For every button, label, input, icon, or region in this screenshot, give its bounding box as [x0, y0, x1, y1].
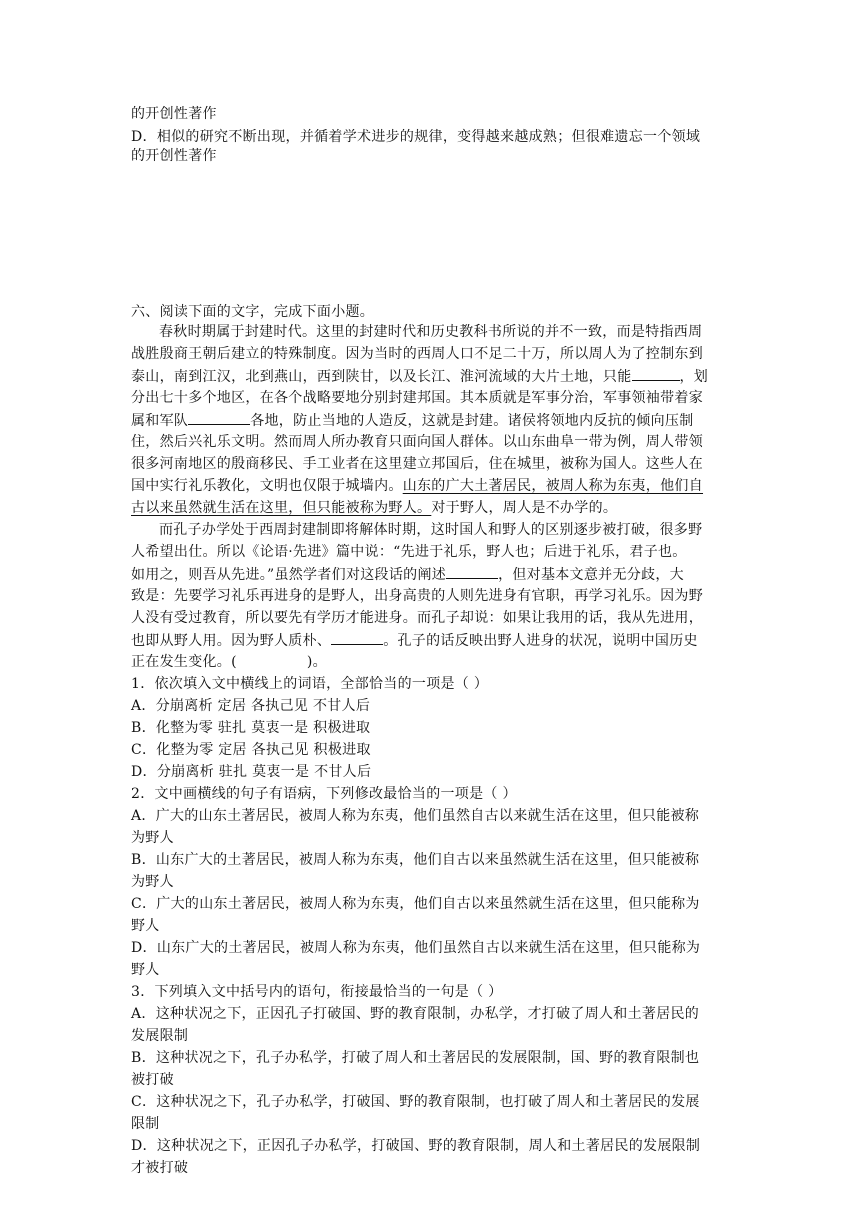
question-2-option-a-line1: A．广大的山东土著居民，被周人称为东夷，他们虽然自古以来就生活在这里，但只能被称	[131, 808, 700, 824]
question-3-option-a-line1: A．这种状况之下，正因孔子打破国、野的教育限制，办私学，才打破了周人和土著居民的	[131, 1006, 700, 1022]
passage-p1-line5	[131, 410, 694, 431]
passage-text: 。孔子的话反映出野人进身的状况，说明中国历史	[383, 633, 698, 649]
question-1-option-d: D．分崩离析 驻扎 莫衷一是 不甘人后	[131, 764, 372, 780]
question-2-option-a-line2: 为野人	[131, 830, 174, 846]
passage-text: 各地，防止当地的人造反，这就是封建。诸侯将领地内反抗的倾向压制	[250, 413, 694, 429]
question-1-option-a: A．分崩离析 定居 各执己见 不甘人后	[131, 698, 371, 714]
passage-text: 属和军队	[131, 413, 189, 429]
question-2-option-c-line2: 野人	[131, 918, 160, 934]
fill-blank-2	[188, 410, 250, 425]
fill-blank-1	[632, 366, 680, 381]
passage-text: 泰山，南到江汉，北到燕山，西到陕甘，以及长江、淮河流域的大片土地，只能	[131, 369, 632, 385]
question-3-option-c-line1: C．这种状况之下，孔子办私学，打破国、野的教育限制，也打破了周人和土著居民的发展	[131, 1094, 700, 1110]
passage-p2-line2: 人希望出仕。所以《论语·先进》篇中说：“先进于礼乐，野人也；后进于礼乐，君子也。	[131, 544, 687, 560]
passage-p1-line6: 住，然后兴礼乐文明。然而周人所办教育只面向国人群体。以山东曲阜一带为例，周人带领	[131, 434, 703, 450]
question-2-option-d-line1: D．山东广大的土著居民，被周人称为东夷，他们虽然自古以来就生活在这里，但只能称为	[131, 940, 701, 956]
prev-option-d-line2: 的开创性著作	[131, 148, 217, 164]
question-2-option-d-line2: 野人	[131, 962, 160, 978]
passage-p1-line2: 战胜殷商王朝后建立的特殊制度。因为当时的西周人口不足二十万，所以周人为了控制东到	[131, 346, 703, 362]
question-2-option-b-line2: 为野人	[131, 874, 174, 890]
question-3-stem: 3．下列填入文中括号内的语句，衔接最恰当的一句是（ ）	[131, 984, 503, 1000]
passage-text: 如用之，则吾从先进。”虽然学者们对这段话的阐述	[131, 567, 447, 583]
passage-p2-line3	[131, 564, 684, 585]
question-3-option-c-line2: 限制	[131, 1116, 160, 1132]
question-3-option-b-line1: B．这种状况之下，孔子办私学，打破了周人和土著居民的发展限制，国、野的教育限制也	[131, 1050, 700, 1066]
underlined-sentence: 山东的广大土著居民，被周人称为东夷，他们自	[402, 478, 704, 494]
passage-p2-line1: 而孔子办学处于西周封建制即将解体时期，这时国人和野人的区别逐步被打破，很多野	[159, 522, 703, 538]
passage-text: ，划	[679, 369, 709, 385]
passage-text: 也即从野人用。因为野人质朴、	[131, 633, 332, 649]
passage-p1-line8	[131, 476, 703, 496]
question-3-option-b-line2: 被打破	[131, 1072, 174, 1088]
passage-text: 正在发生变化。(	[131, 654, 237, 670]
question-2-stem: 2．文中画横线的句子有语病，下列修改最恰当的一项是（ ）	[131, 786, 517, 802]
passage-text: ，但对基本文意并无分歧，大	[498, 567, 684, 583]
question-1-option-c: C．化整为零 定居 各执己见 积极进取	[131, 742, 371, 758]
passage-text: 国中实行礼乐教化，文明也仅限于城墙内。	[131, 478, 403, 494]
fill-blank-4	[331, 630, 383, 645]
passage-p1-line3	[131, 366, 708, 387]
passage-p1-line4: 分出七十多个地区，在各个战略要地分别封建邦国。其本质就是军事分治，军事领袖带着家	[131, 390, 703, 406]
question-3-option-d-line2: 才被打破	[131, 1160, 189, 1176]
fill-blank-3	[446, 564, 498, 579]
section-heading: 六、阅读下面的文字，完成下面小题。	[131, 304, 375, 320]
passage-p2-line5: 人没有受过教育，所以要先有学历才能进身。而孔子却说：如果让我用的话，我从先进用，	[131, 610, 703, 626]
prev-option-d-line1: D．相似的研究不断出现，并循着学术进步的规律，变得越来越成熟；但很难遗忘一个领域	[131, 129, 701, 145]
passage-p2-line6	[131, 630, 698, 651]
question-1-option-b: B．化整为零 驻扎 莫衷一是 积极进取	[131, 720, 371, 736]
question-2-option-b-line1: B．山东广大的土著居民，被周人称为东夷，他们自古以来虽然就生活在这里，但只能被称	[131, 852, 700, 868]
passage-p2-line7	[131, 652, 327, 672]
prev-option-c-tail: 的开创性著作	[131, 106, 217, 122]
passage-p1-line9	[131, 498, 617, 518]
question-3-option-d-line1: D．这种状况之下，正因孔子办私学，打破国、野的教育限制，周人和土著居民的发展限制	[131, 1138, 701, 1154]
passage-text: )。	[306, 654, 327, 670]
passage-p1-line7: 很多河南地区的殷商移民、手工业者在这里建立邦国后，住在城里，被称为国人。这些人在	[131, 456, 703, 472]
underlined-sentence: 古以来虽然就生活在这里，但只能被称为野人。	[131, 500, 432, 516]
question-3-option-a-line2: 发展限制	[131, 1028, 189, 1044]
passage-text: 对于野人，周人是不办学的。	[431, 500, 618, 516]
question-1-stem: 1．依次填入文中横线上的词语，全部恰当的一项是（ ）	[131, 676, 489, 692]
question-2-option-c-line1: C．广大的山东土著居民，被周人称为东夷，他们自古以来虽然就生活在这里，但只能称为	[131, 896, 700, 912]
passage-p1-line1: 春秋时期属于封建时代。这里的封建时代和历史教科书所说的并不一致，而是特指西周	[159, 324, 703, 340]
passage-p2-line4: 致是：先要学习礼乐再进身的是野人，出身高贵的人则先进身有官职，再学习礼乐。因为野	[131, 588, 703, 604]
